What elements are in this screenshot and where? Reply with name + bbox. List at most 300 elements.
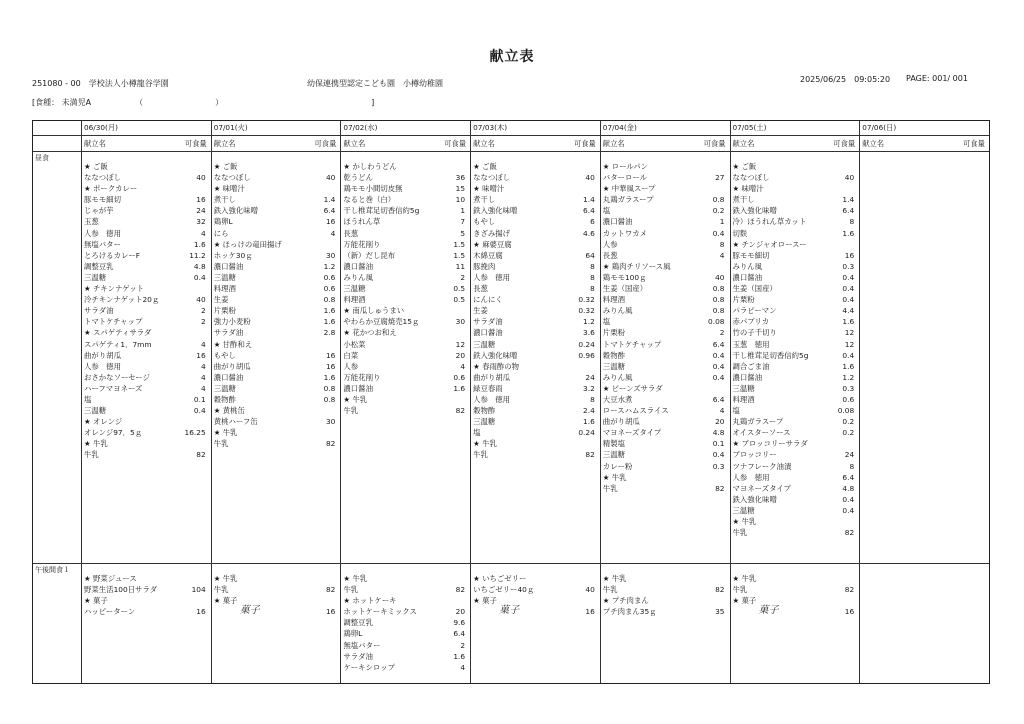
meal-label-snack: 午後間食１	[35, 566, 70, 574]
dish-row	[343, 595, 465, 606]
ingredient-row	[214, 606, 336, 617]
header-divider	[33, 151, 989, 152]
item-qty: 0.3	[842, 383, 855, 393]
item-qty: 16	[196, 607, 206, 617]
item-name: トマトケチャップ	[84, 317, 143, 327]
ingredient-row	[473, 228, 595, 239]
day-date: 07/05(土)	[732, 123, 767, 132]
item-name: ★ 菓子	[732, 596, 757, 606]
item-name: 鶏モモ100ｇ	[602, 272, 647, 282]
item-name: 赤パプリカ	[732, 317, 770, 327]
ingredient-row	[84, 405, 206, 416]
item-qty: 11	[455, 261, 466, 271]
ingredient-row	[473, 416, 595, 427]
dish-row	[473, 361, 595, 372]
dish-row	[214, 161, 336, 172]
ingredient-row	[84, 172, 206, 183]
dish-row	[84, 573, 206, 584]
item-name: スパゲティ1．7mm	[84, 339, 152, 349]
item-qty: 40	[325, 173, 336, 183]
item-qty: 40	[196, 295, 206, 305]
item-name: サラダ油	[213, 328, 244, 338]
item-name: 牛乳	[84, 450, 99, 460]
dish-row	[84, 161, 206, 172]
ingredient-row	[473, 216, 595, 227]
ingredient-row	[603, 427, 725, 438]
item-name: 冷）ほうれん草カット	[732, 217, 807, 227]
item-name: 生姜（国産）	[732, 284, 777, 294]
item-name: 曲がり胡瓜	[84, 350, 121, 360]
item-name: ★ 春雨酢の物	[473, 361, 520, 371]
item-qty: 2	[200, 306, 206, 316]
ingredient-row	[603, 606, 725, 617]
ingredient-row	[473, 350, 595, 361]
snack-menu-list	[603, 573, 725, 617]
item-name: 濃口醤油	[343, 261, 373, 271]
ingredient-row	[214, 394, 336, 405]
school-name: 251080 - 00 学校法人小樽龍谷学園	[32, 79, 169, 88]
ingredient-row	[473, 427, 595, 438]
dish-row	[473, 438, 595, 449]
ingredient-row	[603, 272, 725, 283]
ingredient-row	[473, 261, 595, 272]
item-name: ケーキシロップ	[343, 662, 395, 672]
item-name: 濃口醤油	[213, 372, 244, 382]
item-name: 鶏モモ小間切皮無	[343, 184, 403, 194]
item-qty: 6	[590, 217, 595, 227]
item-name: ★ ホットケーキ	[343, 596, 397, 606]
item-name: ★ 牛乳	[343, 394, 368, 404]
item-qty: 1.6	[583, 417, 595, 427]
item-qty: 16	[325, 217, 336, 227]
item-name: ★ ブロッコリーサラダ	[732, 439, 808, 449]
ingredient-row	[343, 172, 465, 183]
item-name: 人参 徳用	[473, 394, 511, 404]
item-qty: 4	[200, 339, 206, 349]
ingredient-row	[343, 339, 465, 350]
item-qty: 9.6	[453, 618, 466, 628]
item-name: 料理酒	[213, 284, 236, 294]
item-name: 片栗粉	[602, 328, 625, 338]
item-name: ★ 菓子	[84, 596, 108, 606]
item-name: 長葱	[473, 284, 488, 294]
item-name: 料理酒	[602, 295, 625, 305]
ingredient-row	[214, 350, 336, 361]
dish-row	[343, 394, 465, 405]
item-name: ツナフレーク油漬	[732, 461, 792, 471]
ingredient-row	[84, 216, 206, 227]
dish-row	[84, 416, 206, 427]
menu-table	[32, 120, 990, 684]
col-header-name: 献立名	[862, 139, 885, 148]
item-name: 三温糖	[473, 339, 496, 349]
ingredient-row	[343, 372, 465, 383]
day-date: 07/03(木)	[473, 123, 508, 132]
ingredient-row	[84, 427, 206, 438]
ingredient-row	[214, 383, 336, 394]
item-qty: 0.1	[712, 439, 725, 449]
ingredient-row	[473, 383, 595, 394]
item-qty: 0.2	[842, 428, 855, 438]
ingredient-row	[733, 505, 855, 516]
item-qty: 0.4	[712, 228, 725, 238]
item-name: 牛乳	[602, 483, 618, 493]
item-qty: 4.6	[583, 228, 595, 238]
item-name: ★ 中華風スープ	[602, 184, 656, 194]
ingredient-row	[214, 272, 336, 283]
dish-row	[343, 573, 465, 584]
item-name: ななつぼし	[473, 173, 511, 183]
dish-row	[733, 595, 855, 606]
handwritten-note: 菓子	[239, 605, 260, 617]
ingredient-row	[733, 194, 855, 205]
item-qty: 16	[585, 607, 595, 617]
dish-row	[84, 595, 206, 606]
item-name: ホットケーキミックス	[343, 607, 417, 617]
item-qty: 24	[585, 372, 595, 382]
ingredient-row	[603, 584, 725, 595]
ingredient-row	[343, 194, 465, 205]
ingredient-row	[603, 327, 725, 338]
item-qty: 82	[844, 585, 855, 595]
item-name: ★ 味噌汁	[473, 184, 505, 194]
ingredient-row	[214, 194, 336, 205]
item-name: 三温糖	[602, 450, 625, 460]
document-title: 献立表	[489, 49, 535, 65]
col-header-qty: 可食量	[573, 139, 596, 148]
ingredient-row	[473, 449, 595, 460]
ingredient-row	[343, 239, 465, 250]
item-qty: 16	[196, 195, 206, 205]
item-name: ★ 野菜ジュース	[84, 574, 137, 583]
ingredient-row	[603, 416, 725, 427]
item-qty: 6.4	[842, 472, 855, 482]
ingredient-row	[343, 183, 465, 194]
item-qty: 4.8	[712, 428, 725, 438]
dish-row	[603, 472, 725, 483]
item-name: ★ ビーンズサラダ	[602, 383, 663, 393]
item-name: ★ 牛乳	[213, 574, 238, 583]
ingredient-row	[84, 294, 206, 305]
ingredient-row	[84, 372, 206, 383]
item-name: ななつぼし	[213, 173, 251, 183]
item-name: ★ 味噌汁	[213, 184, 245, 194]
item-name: カットワカメ	[602, 228, 648, 238]
item-qty: 8	[590, 272, 595, 282]
ingredient-row	[84, 361, 206, 372]
item-name: 万能花削り	[343, 372, 381, 382]
item-name: オイスターソース	[732, 428, 791, 438]
item-name: 調合ごま油	[732, 361, 770, 371]
dish-row	[473, 183, 595, 194]
item-qty: 3.6	[583, 328, 595, 338]
dish-row	[733, 183, 855, 194]
ingredient-row	[343, 383, 465, 394]
item-name: 干し椎茸足切香信約5g	[732, 350, 809, 360]
dish-row	[214, 405, 336, 416]
ingredient-row	[603, 228, 725, 239]
item-name: 竹の子千切り	[732, 328, 777, 338]
item-name: 小松菜	[343, 339, 366, 349]
item-name: 無塩バター	[84, 239, 121, 249]
ingredient-row	[733, 606, 855, 617]
col-header-qty: 可食量	[833, 139, 856, 148]
facility-name: 幼保連携型認定こども園 小樽幼稚園	[307, 79, 443, 88]
item-name: ななつぼし	[84, 173, 121, 183]
item-name: 三温糖	[732, 505, 755, 515]
item-name: 鉄入強化味噌	[473, 350, 518, 360]
item-qty: 0.4	[842, 284, 855, 294]
item-name: じゃが芋	[84, 206, 114, 216]
dish-row	[214, 427, 336, 438]
item-qty: 0.3	[842, 261, 855, 271]
lunch-menu-list	[214, 161, 336, 449]
item-qty: 0.1	[193, 394, 206, 404]
item-name: 玉葱	[84, 217, 99, 227]
item-name: みりん風	[602, 306, 633, 316]
item-qty: 0.5	[453, 295, 466, 305]
item-qty: 1.2	[583, 317, 595, 327]
day-column-divider	[340, 121, 341, 683]
ingredient-row	[343, 640, 465, 651]
dish-row	[733, 161, 855, 172]
ingredient-row	[733, 394, 855, 405]
item-name: 人参	[602, 239, 618, 249]
ingredient-row	[733, 228, 855, 239]
item-name: 三温糖	[84, 406, 107, 416]
item-name: 塩	[84, 394, 92, 404]
item-qty: 1.4	[323, 195, 336, 205]
item-name: トマトケチャップ	[602, 339, 662, 349]
item-name: 玉葱 徳用	[732, 339, 770, 349]
col-header-qty: 可食量	[963, 139, 985, 148]
ingredient-row	[733, 416, 855, 427]
ingredient-row	[473, 339, 595, 350]
item-name: ★ プチ肉まん	[602, 596, 649, 606]
item-name: 片栗粉	[213, 306, 236, 316]
item-qty: 1.6	[842, 361, 855, 371]
ingredient-row	[84, 606, 206, 617]
ingredient-row	[603, 405, 725, 416]
item-qty: 15	[455, 184, 466, 194]
dish-row	[473, 573, 595, 584]
item-qty: 82	[585, 450, 595, 460]
ingredient-row	[603, 316, 725, 327]
item-name: サラダ油	[473, 317, 503, 327]
ingredient-row	[733, 472, 855, 483]
item-qty: 4	[200, 383, 206, 393]
item-name: 料理酒	[343, 295, 366, 305]
item-name: 緑豆春雨	[473, 383, 503, 393]
item-name: ★ スパゲティサラダ	[84, 328, 152, 338]
item-qty: 82	[715, 483, 725, 493]
ingredient-row	[733, 449, 855, 460]
item-qty: 0.4	[842, 505, 855, 515]
ingredient-row	[214, 416, 336, 427]
item-name: 無塩バター	[343, 640, 381, 650]
dish-row	[343, 327, 465, 338]
meal-label-lunch: 昼食	[35, 154, 49, 162]
item-name: 牛乳	[732, 585, 748, 595]
ingredient-row	[473, 294, 595, 305]
lunch-menu-list	[473, 161, 595, 461]
ingredient-row	[343, 662, 465, 673]
item-name: 豚モモ細切	[732, 250, 770, 260]
item-qty: 27	[715, 173, 725, 183]
item-qty: 4	[460, 361, 466, 371]
ingredient-row	[473, 606, 595, 617]
item-name: 切麩	[732, 228, 748, 238]
item-name: 牛乳	[213, 585, 229, 595]
item-name: きざみ揚げ	[473, 228, 511, 238]
ingredient-row	[214, 172, 336, 183]
ingredient-row	[603, 350, 725, 361]
item-name: 牛乳	[473, 450, 488, 460]
item-qty: 4	[330, 228, 336, 238]
item-name: ★ 黄桃缶	[213, 406, 245, 416]
ingredient-row	[733, 250, 855, 261]
item-qty: 0.4	[712, 372, 725, 382]
ingredient-row	[473, 205, 595, 216]
ingredient-row	[603, 172, 725, 183]
item-name: 三温糖	[602, 361, 625, 371]
item-name: 曲がり胡瓜	[213, 361, 251, 371]
ingredient-row	[603, 339, 725, 350]
item-qty: 2.4	[583, 406, 595, 416]
dish-row	[214, 183, 336, 194]
ingredient-row	[473, 194, 595, 205]
dish-row	[214, 595, 336, 606]
item-qty: 0.08	[837, 406, 855, 416]
ingredient-row	[84, 272, 206, 283]
ingredient-row	[343, 606, 465, 617]
item-qty: 16	[196, 350, 206, 360]
item-name: ななつぼし	[732, 173, 770, 183]
item-name: 冷チキンナゲット20ｇ	[84, 295, 160, 305]
item-qty: 0.6	[323, 272, 336, 282]
col-header-qty: 可食量	[314, 139, 337, 148]
ingredient-row	[84, 350, 206, 361]
item-name: パラピーマン	[732, 306, 777, 316]
item-qty: 0.4	[712, 350, 725, 360]
item-qty: 4	[200, 361, 206, 371]
ingredient-row	[733, 316, 855, 327]
ingredient-row	[214, 316, 336, 327]
col-header-qty: 可食量	[703, 139, 726, 148]
item-qty: 0.4	[193, 406, 206, 416]
item-name: ★ 牛乳	[343, 574, 368, 583]
item-name: 曲がり胡瓜	[602, 417, 640, 427]
item-qty: 8	[590, 261, 595, 271]
handwritten-note: 菓子	[758, 605, 779, 617]
item-qty: 82	[455, 406, 466, 416]
item-qty: 0.8	[323, 383, 336, 393]
dish-row	[84, 438, 206, 449]
item-qty: 30	[455, 317, 466, 327]
item-name: 精製塩	[602, 439, 625, 449]
ingredient-row	[343, 228, 465, 239]
lunch-menu-list	[343, 161, 465, 416]
item-name: 野菜生活100日サラダ	[84, 585, 158, 595]
ingredient-row	[733, 383, 855, 394]
dish-row	[603, 383, 725, 394]
ingredient-row	[473, 172, 595, 183]
ingredient-row	[733, 361, 855, 372]
snack-menu-list	[343, 573, 465, 673]
item-qty: 0.2	[842, 417, 855, 427]
item-qty: 40	[715, 272, 725, 282]
item-qty: 40	[196, 173, 206, 183]
meal-type-label: [食種： 未満児A （ ） ]	[32, 98, 375, 107]
item-name: ★ 花かつお和え	[343, 328, 397, 338]
item-name: 牛乳	[602, 585, 618, 595]
item-qty: 40	[844, 173, 855, 183]
item-qty: 10	[455, 195, 466, 205]
item-name: ハーフマヨネーズ	[84, 383, 143, 393]
item-qty: 16.25	[184, 428, 206, 438]
item-qty: 82	[844, 528, 855, 538]
print-datetime: 2025/06/25 09:05:20	[800, 75, 891, 84]
item-name: ★ 牛乳	[602, 472, 627, 482]
item-qty: 40	[585, 173, 595, 183]
ingredient-row	[343, 250, 465, 261]
item-qty: 6.4	[583, 206, 595, 216]
item-qty: 20	[455, 350, 466, 360]
item-name: 人参 徳用	[473, 272, 511, 282]
item-qty: 35	[715, 607, 725, 617]
item-qty: 0.8	[712, 306, 725, 316]
ingredient-row	[733, 527, 855, 538]
ingredient-row	[343, 584, 465, 595]
ingredient-row	[473, 405, 595, 416]
ingredient-row	[473, 272, 595, 283]
item-name: ★ チンジャオロースー	[732, 239, 807, 249]
item-name: ブロッコリー	[732, 450, 777, 460]
item-name: 人参 徳用	[732, 472, 770, 482]
item-name: ★ 麻婆豆腐	[473, 239, 512, 249]
item-name: 料理酒	[732, 394, 755, 404]
item-qty: 1.6	[323, 372, 336, 382]
item-qty: 12	[455, 339, 466, 349]
item-qty: 1.4	[583, 195, 595, 205]
ingredient-row	[603, 294, 725, 305]
ingredient-row	[603, 216, 725, 227]
ingredient-row	[733, 427, 855, 438]
item-name: ハッピーターン	[84, 607, 136, 617]
item-name: ★ 菓子	[473, 596, 497, 606]
item-qty: 12	[844, 328, 855, 338]
ingredient-row	[84, 228, 206, 239]
item-name: ★ 鶏肉チリソース風	[602, 261, 671, 271]
item-qty: 1.2	[842, 372, 855, 382]
ingredient-row	[733, 294, 855, 305]
ingredient-row	[84, 316, 206, 327]
item-name: 三温糖	[213, 383, 236, 393]
ingredient-row	[473, 327, 595, 338]
item-name: ★ 菓子	[213, 596, 238, 606]
item-name: 三温糖	[343, 284, 366, 294]
ingredient-row	[343, 405, 465, 416]
item-qty: 82	[196, 450, 206, 460]
item-name: もやし	[213, 350, 236, 360]
item-qty: 16	[844, 250, 855, 260]
ingredient-row	[473, 283, 595, 294]
ingredient-row	[84, 239, 206, 250]
item-qty: 16	[325, 607, 336, 617]
dish-row	[733, 573, 855, 584]
day-column-divider	[211, 121, 212, 683]
item-qty: 1	[460, 206, 466, 216]
